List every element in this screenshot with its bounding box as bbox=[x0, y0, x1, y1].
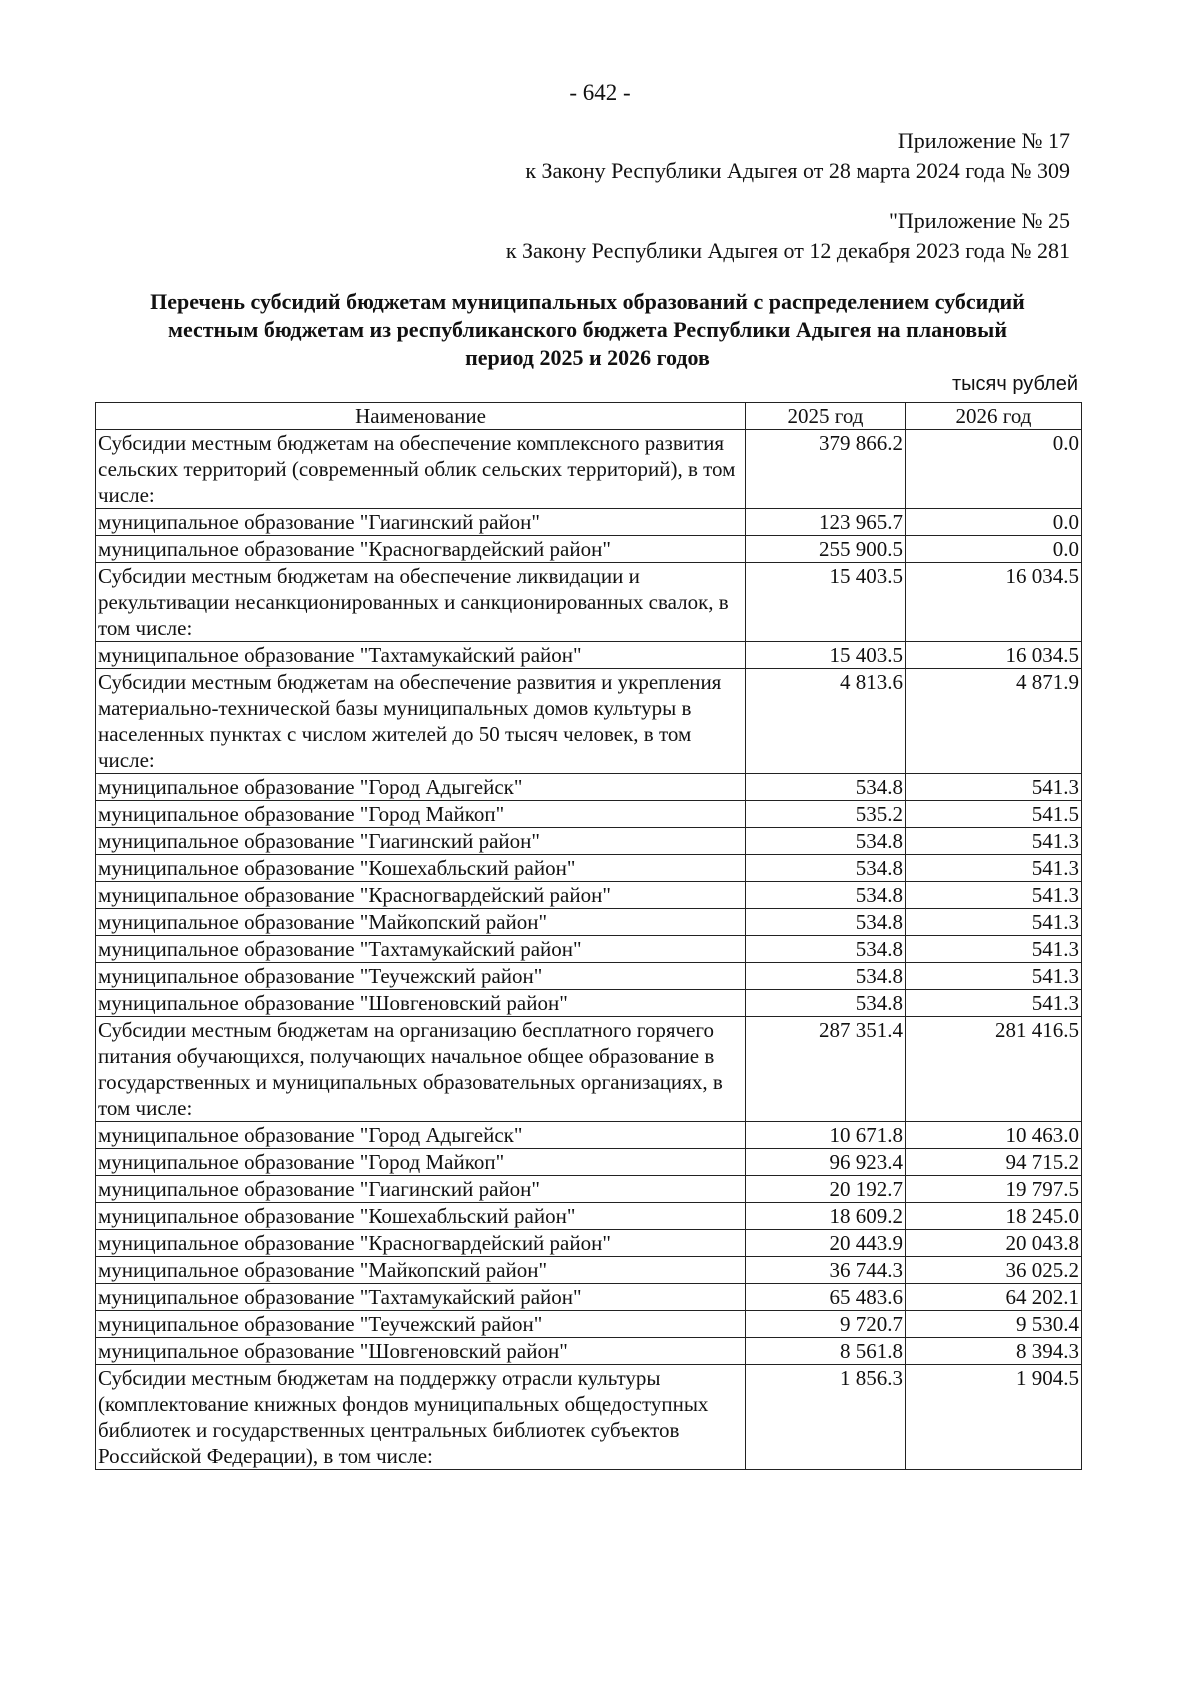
table-row bbox=[96, 1230, 1082, 1257]
table-row bbox=[96, 1122, 1082, 1149]
row-2025-cell: 65 483.6 bbox=[746, 1284, 906, 1311]
row-name-cell: Субсидии местным бюджетам на обеспечение развития и укрепления материально-технической базы муниципальных домов культуры в населенных пунктах с числом жителей до 50 тысяч человек, в том числе: bbox=[96, 669, 746, 774]
row-2026-cell: 0.0 bbox=[906, 536, 1082, 563]
row-name-cell: муниципальное образование "Шовгеновский район" bbox=[96, 990, 746, 1017]
row-2025-cell: 8 561.8 bbox=[746, 1338, 906, 1365]
row-2025-cell: 534.8 bbox=[746, 936, 906, 963]
row-2025-cell: 287 351.4 bbox=[746, 1017, 906, 1122]
table-row bbox=[96, 1284, 1082, 1311]
row-name-cell: муниципальное образование "Гиагинский район" bbox=[96, 509, 746, 536]
row-2026-cell: 541.3 bbox=[906, 882, 1082, 909]
row-2026-cell: 541.3 bbox=[906, 828, 1082, 855]
row-2026-cell: 541.3 bbox=[906, 990, 1082, 1017]
table-row bbox=[96, 642, 1082, 669]
table-row bbox=[96, 801, 1082, 828]
row-name-cell: муниципальное образование "Тахтамукайский район" bbox=[96, 936, 746, 963]
row-name-cell: муниципальное образование "Красногвардейский район" bbox=[96, 882, 746, 909]
row-2026-cell: 16 034.5 bbox=[906, 563, 1082, 642]
subsidies-table bbox=[95, 402, 1082, 1470]
units-label: тысяч рублей bbox=[952, 373, 1078, 395]
row-2026-cell: 541.3 bbox=[906, 855, 1082, 882]
table-row bbox=[96, 936, 1082, 963]
row-2026-cell: 8 394.3 bbox=[906, 1338, 1082, 1365]
row-2025-cell: 534.8 bbox=[746, 774, 906, 801]
appendix-17-block bbox=[525, 126, 1070, 186]
table-row bbox=[96, 1257, 1082, 1284]
row-2026-cell: 541.5 bbox=[906, 801, 1082, 828]
row-2026-cell: 0.0 bbox=[906, 509, 1082, 536]
row-2026-cell: 16 034.5 bbox=[906, 642, 1082, 669]
row-2025-cell: 379 866.2 bbox=[746, 430, 906, 509]
row-2025-cell: 36 744.3 bbox=[746, 1257, 906, 1284]
table-body bbox=[96, 430, 1082, 1470]
row-2025-cell: 534.8 bbox=[746, 882, 906, 909]
appendix-17-label: Приложение № 17 bbox=[897, 128, 1070, 153]
table-row bbox=[96, 1149, 1082, 1176]
title-line-2: местным бюджетам из республиканского бюджета Республики Адыгея на плановый bbox=[167, 317, 1008, 342]
table-row bbox=[96, 563, 1082, 642]
row-2026-cell: 19 797.5 bbox=[906, 1176, 1082, 1203]
row-2025-cell: 534.8 bbox=[746, 990, 906, 1017]
row-2026-cell: 1 904.5 bbox=[906, 1365, 1082, 1470]
row-name-cell: муниципальное образование "Город Адыгейск" bbox=[96, 774, 746, 801]
row-2025-cell: 1 856.3 bbox=[746, 1365, 906, 1470]
row-2025-cell: 96 923.4 bbox=[746, 1149, 906, 1176]
row-name-cell: Субсидии местным бюджетам на организацию бесплатного горячего питания обучающихся, получающих начальное общее образование в государственных и муниципальных образовательных организациях, в том числе: bbox=[96, 1017, 746, 1122]
row-2025-cell: 15 403.5 bbox=[746, 642, 906, 669]
table-row bbox=[96, 1365, 1082, 1470]
title-line-1: Перечень субсидий бюджетам муниципальных образований с распределением субсидий bbox=[150, 289, 1025, 314]
table-row bbox=[96, 536, 1082, 563]
table-row bbox=[96, 1203, 1082, 1230]
row-2025-cell: 535.2 bbox=[746, 801, 906, 828]
row-name-cell: муниципальное образование "Тахтамукайский район" bbox=[96, 1284, 746, 1311]
row-2026-cell: 0.0 bbox=[906, 430, 1082, 509]
row-name-cell: муниципальное образование "Теучежский район" bbox=[96, 963, 746, 990]
table-row bbox=[96, 909, 1082, 936]
row-2026-cell: 541.3 bbox=[906, 963, 1082, 990]
row-name-cell: муниципальное образование "Город Адыгейск" bbox=[96, 1122, 746, 1149]
appendix-25-block bbox=[506, 206, 1070, 266]
appendix-17-law: к Закону Республики Адыгея от 28 марта 2024 года № 309 bbox=[525, 158, 1070, 183]
row-2026-cell: 10 463.0 bbox=[906, 1122, 1082, 1149]
header-2025: 2025 год bbox=[746, 403, 906, 430]
document-title bbox=[95, 288, 1080, 372]
row-2026-cell: 4 871.9 bbox=[906, 669, 1082, 774]
table-row bbox=[96, 1338, 1082, 1365]
row-name-cell: Субсидии местным бюджетам на обеспечение ликвидации и рекультивации несанкционированных и санкционированных свалок, в том числе: bbox=[96, 563, 746, 642]
row-name-cell: муниципальное образование "Кошехабльский район" bbox=[96, 1203, 746, 1230]
row-name-cell: муниципальное образование "Майкопский район" bbox=[96, 909, 746, 936]
row-2026-cell: 94 715.2 bbox=[906, 1149, 1082, 1176]
row-name-cell: муниципальное образование "Красногвардейский район" bbox=[96, 1230, 746, 1257]
row-2025-cell: 20 192.7 bbox=[746, 1176, 906, 1203]
row-2025-cell: 4 813.6 bbox=[746, 669, 906, 774]
row-2025-cell: 255 900.5 bbox=[746, 536, 906, 563]
table-row bbox=[96, 1176, 1082, 1203]
row-2026-cell: 36 025.2 bbox=[906, 1257, 1082, 1284]
row-2026-cell: 541.3 bbox=[906, 909, 1082, 936]
row-2026-cell: 9 530.4 bbox=[906, 1311, 1082, 1338]
table-row bbox=[96, 774, 1082, 801]
table-row bbox=[96, 509, 1082, 536]
table-header-row bbox=[96, 403, 1082, 430]
row-2025-cell: 534.8 bbox=[746, 909, 906, 936]
row-name-cell: муниципальное образование "Майкопский район" bbox=[96, 1257, 746, 1284]
row-name-cell: муниципальное образование "Тахтамукайский район" bbox=[96, 642, 746, 669]
table-row bbox=[96, 990, 1082, 1017]
row-2026-cell: 18 245.0 bbox=[906, 1203, 1082, 1230]
title-line-3: период 2025 и 2026 годов bbox=[465, 345, 710, 370]
row-name-cell: муниципальное образование "Город Майкоп" bbox=[96, 801, 746, 828]
table-row bbox=[96, 430, 1082, 509]
row-2025-cell: 10 671.8 bbox=[746, 1122, 906, 1149]
row-name-cell: муниципальное образование "Кошехабльский район" bbox=[96, 855, 746, 882]
row-name-cell: Субсидии местным бюджетам на обеспечение комплексного развития сельских территорий (современный облик сельских территорий), в том числе: bbox=[96, 430, 746, 509]
row-2025-cell: 9 720.7 bbox=[746, 1311, 906, 1338]
row-2026-cell: 64 202.1 bbox=[906, 1284, 1082, 1311]
row-2025-cell: 534.8 bbox=[746, 855, 906, 882]
row-2026-cell: 20 043.8 bbox=[906, 1230, 1082, 1257]
row-name-cell: муниципальное образование "Шовгеновский район" bbox=[96, 1338, 746, 1365]
row-2025-cell: 534.8 bbox=[746, 963, 906, 990]
row-name-cell: Субсидии местным бюджетам на поддержку отрасли культуры (комплектование книжных фондов муниципальных общедоступных библиотек и государственных центральных библиотек субъектов Российской Федерации), в том числе: bbox=[96, 1365, 746, 1470]
table-row bbox=[96, 669, 1082, 774]
row-2025-cell: 534.8 bbox=[746, 828, 906, 855]
table-row bbox=[96, 828, 1082, 855]
row-2026-cell: 541.3 bbox=[906, 774, 1082, 801]
table-row bbox=[96, 882, 1082, 909]
row-2025-cell: 20 443.9 bbox=[746, 1230, 906, 1257]
row-2025-cell: 18 609.2 bbox=[746, 1203, 906, 1230]
page-number: - 642 - bbox=[569, 80, 631, 105]
row-2025-cell: 123 965.7 bbox=[746, 509, 906, 536]
table-row bbox=[96, 1017, 1082, 1122]
row-2026-cell: 281 416.5 bbox=[906, 1017, 1082, 1122]
row-name-cell: муниципальное образование "Город Майкоп" bbox=[96, 1149, 746, 1176]
header-2026: 2026 год bbox=[906, 403, 1082, 430]
table-row bbox=[96, 855, 1082, 882]
table-row bbox=[96, 1311, 1082, 1338]
header-name: Наименование bbox=[96, 403, 746, 430]
row-name-cell: муниципальное образование "Гиагинский район" bbox=[96, 1176, 746, 1203]
appendix-25-label: "Приложение № 25 bbox=[888, 208, 1070, 233]
row-name-cell: муниципальное образование "Теучежский район" bbox=[96, 1311, 746, 1338]
row-name-cell: муниципальное образование "Гиагинский район" bbox=[96, 828, 746, 855]
row-name-cell: муниципальное образование "Красногвардейский район" bbox=[96, 536, 746, 563]
table-row bbox=[96, 963, 1082, 990]
row-2026-cell: 541.3 bbox=[906, 936, 1082, 963]
appendix-25-law: к Закону Республики Адыгея от 12 декабря 2023 года № 281 bbox=[505, 238, 1070, 263]
row-2025-cell: 15 403.5 bbox=[746, 563, 906, 642]
